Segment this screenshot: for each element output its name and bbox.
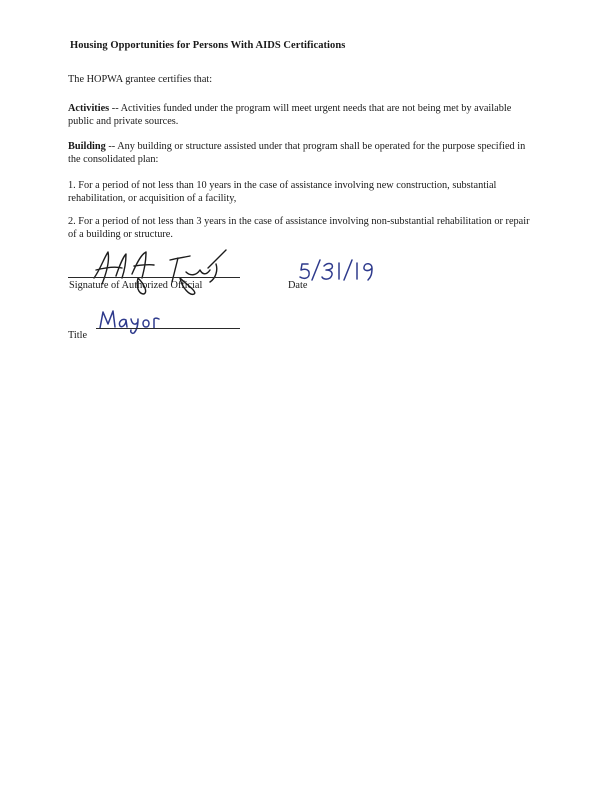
date-label: Date: [288, 280, 308, 291]
building-paragraph: [68, 141, 538, 166]
handwritten-title: [98, 308, 160, 334]
intro-paragraph: The HOPWA grantee certifies that:: [68, 74, 213, 85]
signature-line: [68, 277, 240, 278]
title-field: [68, 308, 243, 346]
title-label: Title: [68, 330, 88, 341]
building-label: Building: [68, 141, 106, 152]
title-line: [96, 328, 240, 329]
page-title: Housing Opportunities for Persons With AIDS Certifications: [70, 40, 346, 51]
signature-label: Signature of Authorized Official: [69, 280, 203, 291]
handwritten-date: [298, 258, 382, 282]
date-field: [288, 258, 398, 298]
activities-paragraph: [68, 103, 538, 128]
building-text: -- Any building or structure assisted under that program shall be operated for the purpose specified in the consolidated plan:: [68, 141, 526, 165]
activities-label: Activities: [68, 103, 110, 114]
signature-field: [68, 248, 243, 296]
list-item: 1. For a period of not less than 10 years in the case of assistance involving new construction, substantial rehabilitation, or acquisition of a facility,: [68, 180, 497, 204]
activities-text: -- Activities funded under the program will meet urgent needs that are not being met by available public and private sources.: [68, 103, 512, 127]
list-item: 2. For a period of not less than 3 years in the case of assistance involving non-substantial rehabilitation or repair of a building or structure.: [68, 216, 530, 240]
